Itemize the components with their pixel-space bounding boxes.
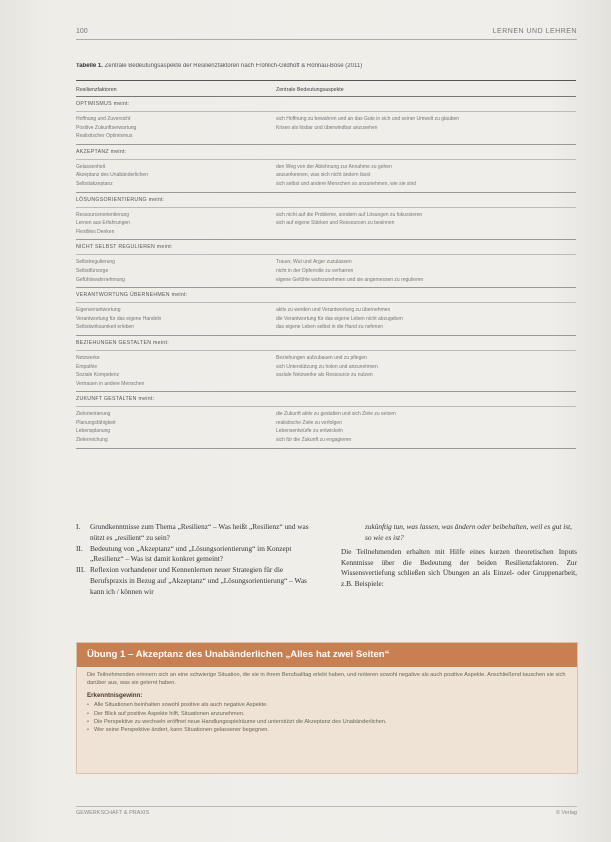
table-cell-aspect: sich Hoffnung zu bewahren und an das Gute in sich und seiner Umwelt zu glauben <box>276 116 460 122</box>
table-cell-factor: Gefühlswahrnehmung <box>76 276 125 283</box>
table-row <box>76 124 576 133</box>
table-row <box>76 306 576 315</box>
table-group-rows <box>76 160 576 192</box>
table-row <box>76 427 576 436</box>
table-group-name: NICHT SELBST REGULIEREN meint: <box>76 240 576 255</box>
table-row <box>76 276 576 285</box>
table-cell-factor: Lernen aus Erfahrungen <box>76 220 130 227</box>
table-cell-aspect: sich Unterstützung zu holen und anzunehmen <box>276 363 378 370</box>
table-cell-factor: Selbstwirksamkeit erleben <box>76 324 135 331</box>
table-group-rows <box>76 303 576 335</box>
table-cell-aspect: sich selbst und andere Menschen so anzunehmen, wie sie sind <box>276 180 417 187</box>
list-item-text: Bedeutung von „Akzeptanz“ und „Lösungsorientierung“ im Konzept „Resilienz“ – Was ist damit konkret gemeint? <box>90 543 292 564</box>
exercise-bullet: • Der Blick auf positive Aspekte hilft, Situationen anzunehmen. <box>87 710 567 718</box>
table-cell-aspect: Krisen als lösbar und überwindbar anzusehen <box>276 124 378 131</box>
running-head <box>76 28 577 40</box>
table-header-col1: Resilienzfaktoren <box>76 87 117 93</box>
exercise-body <box>77 667 577 735</box>
page-number: 100 <box>76 28 88 35</box>
table-cell-aspect: sich auf eigene Stärken und Ressourcen zu besinnen <box>276 220 395 227</box>
table-caption-label: Tabelle 1. <box>76 63 103 69</box>
exercise-title: Übung 1 – Akzeptanz des Unabänderlichen „Alles hat zwei Seiten“ <box>77 643 577 667</box>
table-row <box>76 132 576 141</box>
left-column <box>76 522 320 598</box>
footer-left: GEWERKSCHAFT & PRAXIS <box>76 810 150 816</box>
table-group-name: ZUKUNFT GESTALTEN meint: <box>76 392 576 407</box>
table-row <box>76 419 576 428</box>
question-continuation: zukünftig tun, was lassen, was ändern oder beibehalten, weil es gut ist, so wie es ist? <box>365 522 572 542</box>
table-cell-aspect: realistische Ziele zu verfolgen <box>276 419 342 426</box>
table-group <box>76 240 576 288</box>
table-group-rows <box>76 112 576 144</box>
table-cell-factor: Realistischer Optimismus <box>76 133 133 140</box>
table-cell-factor: Gelassenheit <box>76 163 106 170</box>
table-row <box>76 436 576 445</box>
table-row <box>76 219 576 228</box>
table-cell-factor: Netzwerke <box>76 354 100 361</box>
table-cell-aspect: sich für die Zukunft zu engagieren <box>276 437 352 444</box>
table-group-name: LÖSUNGSORIENTIERUNG meint: <box>76 193 576 208</box>
exercise-bullet: • Die Perspektive zu wechseln eröffnet neue Handlungsspielräume und unterstützt die Akzeptanz des Unabänderlichen. <box>87 718 567 726</box>
table-row <box>76 380 576 389</box>
table-cell-factor: Zielerreichung <box>76 437 108 444</box>
table-row <box>76 363 576 372</box>
right-column <box>341 522 577 590</box>
table-cell-aspect: nicht in der Opferrolle zu verharren <box>276 267 354 274</box>
table-cell-aspect: soziale Netzwerke als Ressource zu nutzen <box>276 372 373 379</box>
table-cell-factor: Ressourcenorientierung <box>76 211 130 218</box>
resilience-table <box>76 80 576 449</box>
table-group-rows <box>76 208 576 240</box>
table-cell-factor: Selbstakzeptanz <box>76 180 113 187</box>
table-cell-factor: Empathie <box>76 363 98 370</box>
table-group-rows <box>76 255 576 287</box>
table-row <box>76 323 576 332</box>
table-cell-factor: Hoffnung und Zuversicht <box>76 116 131 122</box>
table-header <box>76 80 576 97</box>
list-item <box>76 565 320 597</box>
table-cell-aspect: Beziehungen aufzubauen und zu pflegen <box>276 354 367 361</box>
exercise-intro: Die Teilnehmenden erinnern sich an eine schwierige Situation, die sie in ihrem Berufsalltag erlebt haben, und notieren sowohl negative als auch positive Aspekte. Anschließend tauschen sie sich darüber aus, was sie gelernt haben. <box>87 672 566 687</box>
list-item-text: Reflexion vorhandener und Kennenlernen neuer Strategien für die Berufspraxis in Bezug auf „Akzeptanz“ und „Lösungsorientierung“ – Was kann ich / können wir <box>90 565 307 596</box>
table-cell-factor: Verantwortung für das eigene Handeln <box>76 315 162 322</box>
table-cell-aspect: aktiv zu werden und Verantwortung zu übernehmen <box>276 307 391 314</box>
table-row <box>76 258 576 267</box>
table-group-name: OPTIMISMUS meint: <box>76 97 576 112</box>
table-group <box>76 145 576 193</box>
table-group-name: BEZIEHUNGEN GESTALTEN meint: <box>76 336 576 351</box>
table-cell-aspect: die Zukunft aktiv zu gestalten und sich Ziele zu setzen <box>276 411 396 418</box>
exercise-box <box>76 642 578 774</box>
exercise-bullet-list <box>87 701 567 735</box>
table-cell-factor: Planungsfähigkeit <box>76 419 116 426</box>
page-footer <box>76 806 577 816</box>
table-group-name: VERANTWORTUNG ÜBERNEHMEN meint: <box>76 288 576 303</box>
exercise-bullet: • Wer seine Perspektive ändert, kann Situationen gelassener begegnen. <box>87 726 567 734</box>
exercise-subheading: Erkenntnisgewinn: <box>87 691 143 699</box>
table-cell-aspect: die Verantwortung für das eigene Leben nicht abzugeben <box>276 315 403 322</box>
table-caption <box>76 63 576 69</box>
table-row <box>76 410 576 419</box>
table-body <box>76 97 576 449</box>
table-cell-aspect: Lebensentwürfe zu entwickeln <box>276 428 343 435</box>
table-cell-aspect: sich nicht auf die Probleme, sondern auf Lösungen zu fokussieren <box>276 211 423 218</box>
table-cell-aspect: das eigene Leben selbst in die Hand zu nehmen <box>276 324 384 331</box>
table-row <box>76 163 576 172</box>
table-cell-factor: Vertrauen in andere Menschen <box>76 380 145 387</box>
table-cell-factor: Eigenverantwortung <box>76 307 121 314</box>
table-row <box>76 115 576 124</box>
table-row <box>76 228 576 237</box>
table-group <box>76 97 576 145</box>
table-cell-aspect: anzuerkennen, was sich nicht ändern lässt <box>276 172 371 179</box>
table-row <box>76 354 576 363</box>
table-group-rows <box>76 407 576 447</box>
table-row <box>76 267 576 276</box>
table-cell-factor: Lebensplanung <box>76 428 111 435</box>
list-item-number: III. <box>76 565 86 575</box>
table-row <box>76 180 576 189</box>
table-group <box>76 392 576 448</box>
table-cell-factor: Soziale Kompetenz <box>76 372 120 379</box>
footer-right: © Verlag <box>555 810 577 816</box>
table-row <box>76 171 576 180</box>
table-header-col2: Zentrale Bedeutungsaspekte <box>276 87 344 93</box>
table-row <box>76 211 576 220</box>
exercise-bullet: • Alle Situationen beinhalten sowohl positive als auch negative Aspekte. <box>87 701 567 709</box>
table-row <box>76 315 576 324</box>
body-paragraph: Die Teilnehmenden erhalten mit Hilfe eines kurzen theoretischen Inputs Kenntnisse über die Bedeutung der beiden Resilienzfaktoren. Zur Wissensvertiefung schließen sich Übungen an als Einzel- oder Gruppenarbeit, z.B. Beispiele: <box>341 547 577 588</box>
table-group <box>76 193 576 241</box>
table-cell-aspect: eigene Gefühle wahrzunehmen und sie angemessen zu regulieren <box>276 276 424 283</box>
table-cell-factor: Akzeptanz des Unabänderlichen <box>76 172 148 179</box>
section-title: LERNEN UND LEHREN <box>492 28 577 35</box>
list-item <box>76 544 320 565</box>
list-item-number: II. <box>76 543 83 553</box>
table-group-rows <box>76 351 576 391</box>
table-caption-text: Zentrale Bedeutungsaspekte der Resilienzfaktoren nach Fröhlich-Gildhoff & Rönnau-Böse (2011) <box>104 63 363 69</box>
table-cell-aspect: den Weg von der Ablehnung zur Annahme zu gehen <box>276 163 392 170</box>
list-item-text: Grundkenntnisse zum Thema „Resilienz“ – Was heißt „Resilienz“ und was nützt es „resilient“ zu sein? <box>90 522 309 542</box>
table-group <box>76 336 576 392</box>
table-group <box>76 288 576 336</box>
table-group-name: AKZEPTANZ meint: <box>76 145 576 160</box>
topic-list <box>76 522 320 597</box>
list-item <box>76 522 320 543</box>
table-row <box>76 371 576 380</box>
table-cell-factor: Selbstfürsorge <box>76 267 109 274</box>
list-item-number: I. <box>76 522 81 531</box>
table-cell-factor: Selbstregulierung <box>76 259 115 266</box>
table-cell-factor: Positive Zukunftserwartung <box>76 124 137 131</box>
table-cell-aspect: Trauer, Wut und Ärger zuzulassen <box>276 259 352 266</box>
table-cell-factor: Flexibles Denken <box>76 228 115 235</box>
table-cell-factor: Zielorientierung <box>76 411 111 418</box>
